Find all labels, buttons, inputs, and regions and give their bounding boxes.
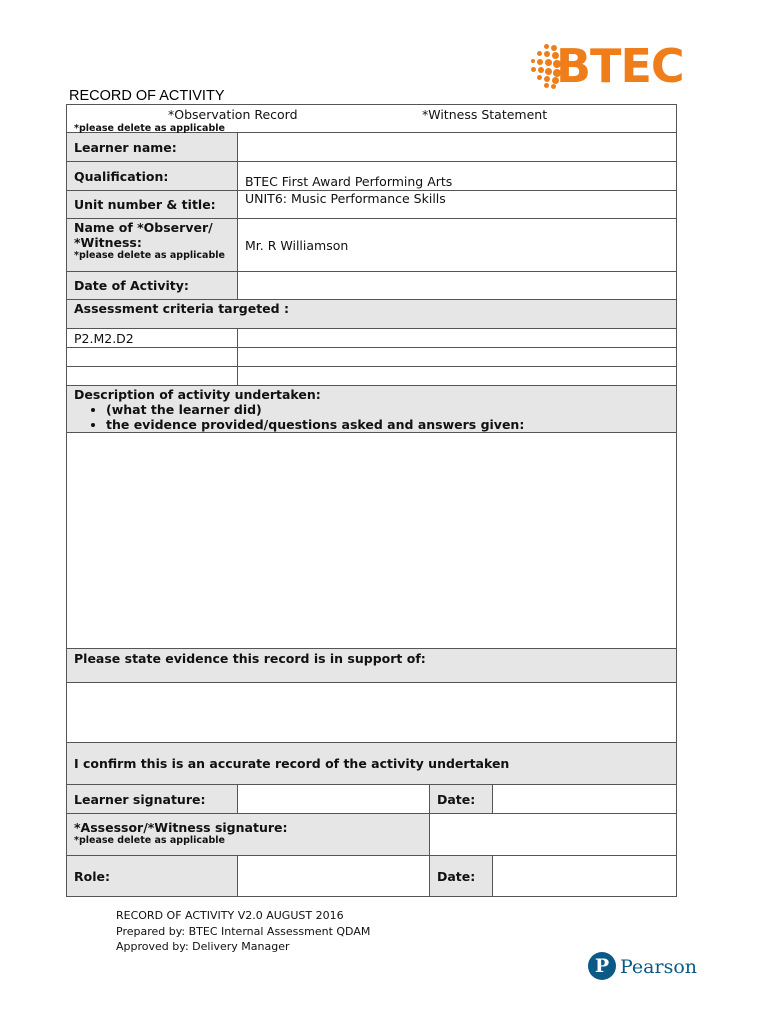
role-field[interactable]	[238, 856, 430, 897]
learner-date-field[interactable]	[493, 785, 677, 814]
evidence-field[interactable]	[67, 683, 677, 743]
evidence-label: Please state evidence this record is in support of:	[67, 649, 677, 683]
description-field[interactable]	[67, 433, 677, 649]
observer-label	[67, 219, 238, 272]
record-type-header	[67, 105, 677, 133]
date-of-activity-field[interactable]	[238, 272, 677, 300]
description-bullets	[74, 402, 669, 432]
description-bullet: • (what the learner did)	[106, 402, 669, 417]
description-bullet: • the evidence provided/questions asked and answers given:	[106, 417, 669, 432]
footer-prepared-by: Prepared by: BTEC Internal Assessment QDAM	[116, 924, 371, 938]
role-label: Role:	[67, 856, 238, 897]
pearson-icon: P	[588, 952, 616, 980]
description-label	[67, 386, 677, 433]
criteria-cell[interactable]: P2.M2.D2	[67, 329, 238, 348]
record-form	[66, 104, 677, 897]
page-title: RECORD OF ACTIVITY	[69, 88, 225, 104]
qualification-field[interactable]: BTEC First Award Performing Arts	[238, 162, 677, 191]
observer-label-line1: Name of *Observer/	[74, 220, 213, 235]
learner-name-field[interactable]	[238, 133, 677, 162]
observer-note: *please delete as applicable	[74, 250, 225, 261]
date-of-activity-label: Date of Activity:	[67, 272, 238, 300]
pearson-wordmark: Pearson	[620, 956, 698, 978]
assessor-signature-text: *Assessor/*Witness signature:	[74, 820, 288, 835]
description-title: Description of activity undertaken:	[74, 387, 321, 402]
criteria-cell[interactable]	[238, 367, 677, 386]
observation-record-option[interactable]: *Observation Record	[168, 107, 298, 122]
observer-field[interactable]: Mr. R Williamson	[238, 219, 677, 272]
assessor-signature-field[interactable]	[430, 814, 677, 856]
unit-field[interactable]: UNIT6: Music Performance Skills	[238, 191, 677, 219]
learner-name-label: Learner name:	[67, 133, 238, 162]
footer-approved-by: Approved by: Delivery Manager	[116, 940, 290, 953]
criteria-cell[interactable]	[67, 367, 238, 386]
btec-logo	[528, 39, 688, 93]
learner-signature-label: Learner signature:	[67, 785, 238, 814]
role-date-label: Date:	[430, 856, 493, 897]
criteria-cell[interactable]	[238, 329, 677, 348]
criteria-cell[interactable]	[238, 348, 677, 367]
observer-label-line2: *Witness:	[74, 235, 142, 250]
assessor-signature-label	[67, 814, 430, 856]
qualification-label: Qualification:	[67, 162, 238, 191]
witness-statement-option[interactable]: *Witness Statement	[422, 107, 548, 122]
unit-label: Unit number & title:	[67, 191, 238, 219]
delete-note: *please delete as applicable	[74, 123, 225, 134]
btec-wordmark: BTEC	[556, 39, 684, 93]
assessor-note: *please delete as applicable	[74, 835, 225, 846]
assessment-criteria-label: Assessment criteria targeted :	[67, 300, 677, 329]
learner-signature-field[interactable]	[238, 785, 430, 814]
role-date-field[interactable]	[493, 856, 677, 897]
criteria-cell[interactable]	[67, 348, 238, 367]
learner-date-label: Date:	[430, 785, 493, 814]
confirm-statement: I confirm this is an accurate record of the activity undertaken	[67, 743, 677, 785]
document-footer	[116, 908, 370, 955]
footer-version: RECORD OF ACTIVITY V2.0 AUGUST 2016	[116, 909, 344, 922]
